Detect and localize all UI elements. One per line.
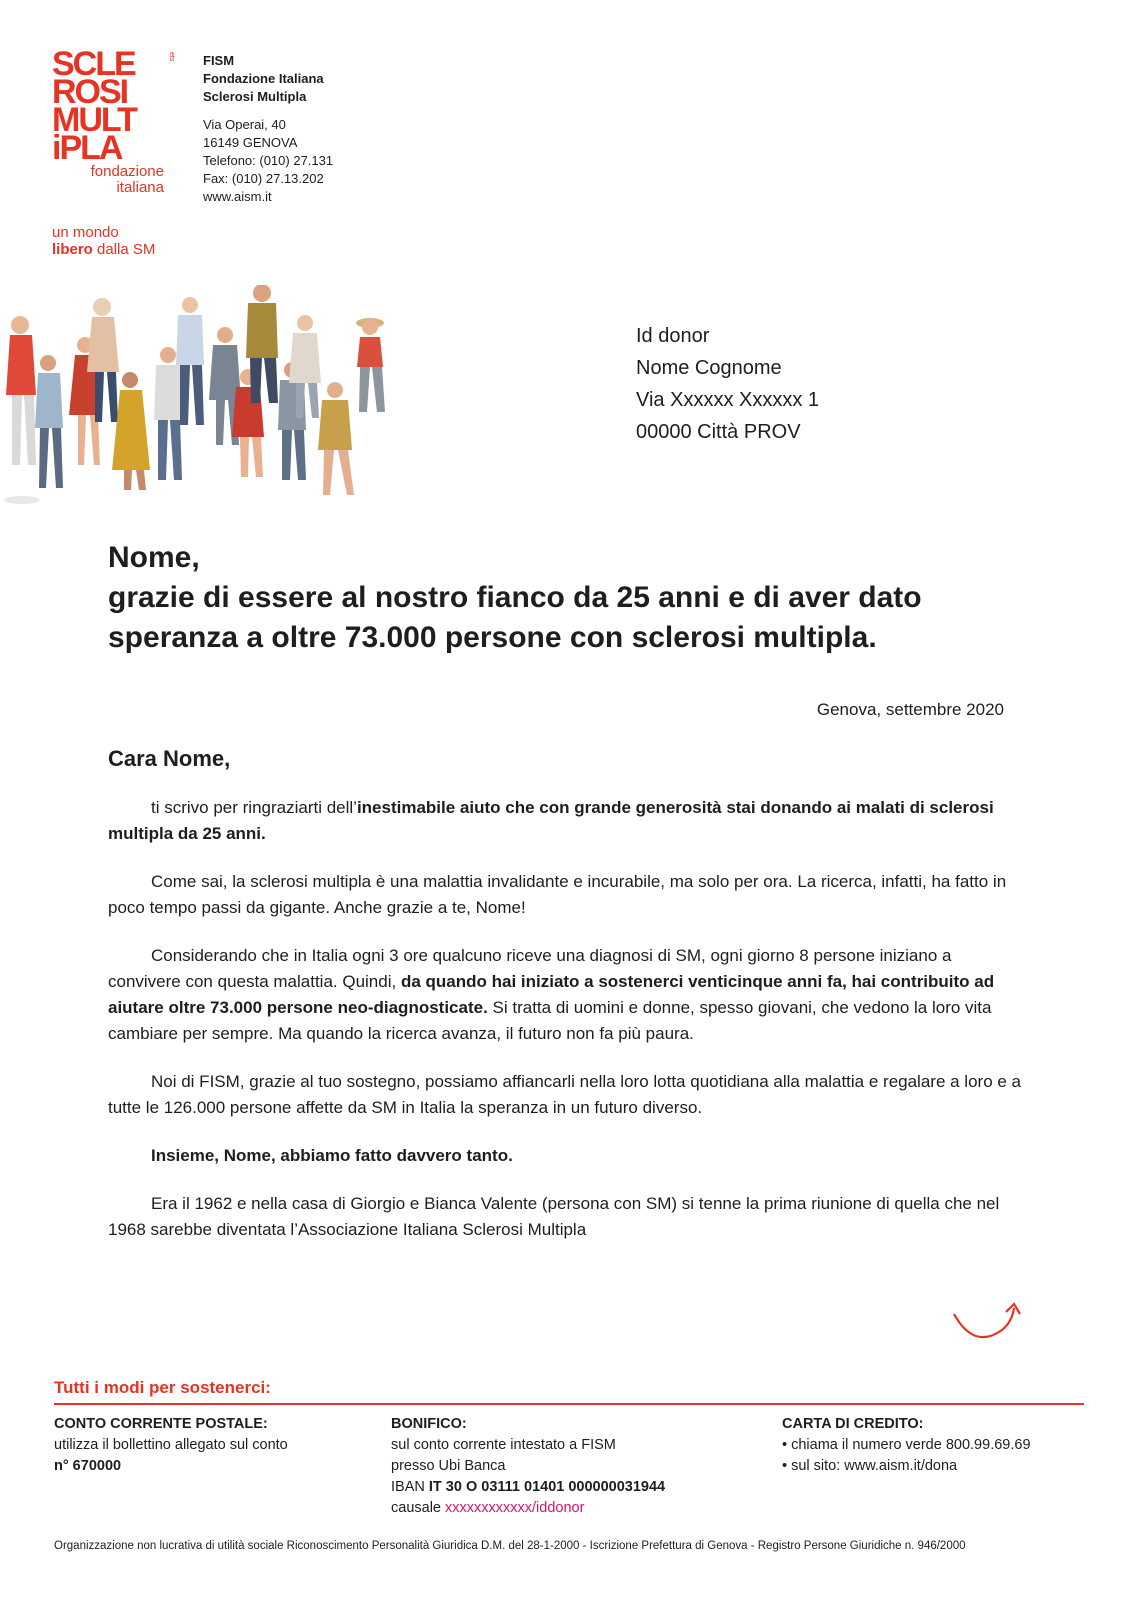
headline-line: grazie di essere al nostro fianco da 25 anni e di aver dato	[108, 581, 922, 614]
salutation: Cara Nome,	[108, 746, 231, 771]
person-figure	[356, 318, 385, 412]
paragraph-bold: da quando hai iniziato a sostenerci venticinque anni fa, hai contribuito ad aiutare oltre 73.000 persone neo-diagnosticate.	[108, 972, 995, 1017]
iban-value: IT 30 O 03111 01401 000000031944	[428, 1479, 666, 1495]
postal-line1: utilizza il bollettino allegato sul conto	[54, 1437, 288, 1453]
tagline-line1: un mondo	[52, 224, 119, 241]
logo-line: MULT	[52, 101, 136, 139]
person-figure	[154, 347, 182, 480]
bonifico-heading: BONIFICO:	[391, 1416, 467, 1432]
footer-postal	[54, 1414, 288, 1477]
logo-ets: ets	[168, 52, 175, 62]
recipient-street: Via Xxxxxx Xxxxxx 1	[636, 389, 820, 411]
org-info	[203, 52, 333, 206]
paragraph-bold: inestimabile aiuto che con grande generosità stai donando ai malati di sclerosi multipla da 25 anni.	[108, 798, 994, 843]
footer-divider	[54, 1403, 1084, 1405]
org-fax: Fax: (010) 27.13.202	[203, 171, 324, 186]
logo-line: SCLE	[52, 45, 135, 83]
person-figure	[4, 316, 40, 504]
paragraph-bold: Insieme, Nome, abbiamo fatto davvero tanto.	[151, 1146, 513, 1165]
paragraph	[108, 795, 1028, 847]
letter-body	[108, 795, 1028, 1265]
org-name-line1: Fondazione Italiana	[203, 71, 324, 86]
paragraph-text: ti scrivo per ringraziarti dell’	[151, 798, 357, 817]
person-figure	[246, 285, 278, 403]
headline-line: speranza a oltre 73.000 persone con sclerosi multipla.	[108, 621, 877, 654]
letter-headline	[108, 538, 1008, 658]
causale-value: xxxxxxxxxxxx/iddonor	[445, 1500, 585, 1516]
paragraph	[108, 1143, 1028, 1169]
postal-heading: CONTO CORRENTE POSTALE:	[54, 1416, 268, 1432]
paragraph-text: Considerando che in Italia ogni 3 ore qualcuno riceve una diagnosi di SM, ogni giorno 8 persone iniziano a convivere con questa malattia. Quindi,	[108, 946, 952, 991]
headline-line: Nome,	[108, 541, 200, 574]
logo-line: iPLA	[52, 129, 122, 167]
fism-logo	[52, 45, 182, 196]
org-address2: 16149 GENOVA	[203, 135, 298, 150]
footer-carta	[782, 1414, 1031, 1477]
legal-notice: Organizzazione non lucrativa di utilità sociale Riconoscimento Personalità Giuridica D.M. del 28-1-2000 - Iscrizione Prefettura di Genova - Registro Persone Giuridiche n. 946/2000	[54, 1540, 966, 1552]
person-figure	[35, 355, 63, 488]
recipient-name: Nome Cognome	[636, 357, 782, 379]
recipient-id: Id donor	[636, 325, 710, 347]
iban-label: IBAN	[391, 1479, 429, 1495]
footer-title: Tutti i modi per sostenerci:	[54, 1378, 271, 1397]
paragraph: Come sai, la sclerosi multipla è una malattia invalidante e incurabile, ma solo per ora. La ricerca, infatti, ha fatto in poco tempo passi da gigante. Anche grazie a te, Nome!	[108, 872, 1007, 917]
tagline	[52, 224, 155, 258]
tagline-line2	[52, 241, 155, 258]
tagline-bold: libero	[52, 241, 93, 258]
causale-label: causale	[391, 1500, 446, 1516]
tagline-rest: dalla SM	[92, 241, 156, 258]
org-phone: Telefono: (010) 27.131	[203, 153, 334, 168]
person-figure	[112, 372, 150, 490]
org-name-line2: Sclerosi Multipla	[203, 89, 307, 104]
logo-line: ROSI	[52, 73, 128, 111]
logo-sub-line: fondazione	[90, 163, 164, 180]
curved-arrow-icon	[950, 1300, 1028, 1350]
paragraph	[108, 943, 1028, 1047]
carta-line2[interactable]: • sul sito: www.aism.it/dona	[782, 1458, 958, 1474]
carta-line1: • chiama il numero verde 800.99.69.69	[782, 1437, 1031, 1453]
org-web[interactable]: www.aism.it	[203, 189, 272, 204]
postal-account: n° 670000	[54, 1458, 122, 1474]
letter-date: Genova, settembre 2020	[816, 700, 1004, 719]
paragraph-text: Si tratta di uomini e donne, spesso giovani, che vedono la loro vita cambiare per sempre. Ma quando la ricerca avanza, il futuro non fa più paura.	[108, 998, 992, 1043]
logo-sub-line: italiana	[116, 179, 164, 196]
bonifico-iban	[391, 1477, 665, 1498]
carta-heading: CARTA DI CREDITO:	[782, 1416, 924, 1432]
org-address1: Via Operai, 40	[203, 117, 286, 132]
recipient-city: 00000 Città PROV	[636, 421, 801, 443]
crowd-illustration	[0, 285, 400, 515]
org-acronym: FISM	[203, 53, 235, 68]
logo-subtitle	[52, 164, 164, 196]
bonifico-causale	[391, 1498, 665, 1519]
bonifico-line2: presso Ubi Banca	[391, 1458, 506, 1474]
person-figure	[318, 382, 354, 495]
paragraph: Era il 1962 e nella casa di Giorgio e Bianca Valente (persona con SM) si tenne la prima riunione di quella che nel 1968 sarebbe diventata l’Associazione Italiana Sclerosi Multipla	[108, 1194, 1000, 1239]
footer-bonifico	[391, 1414, 665, 1519]
recipient-address	[636, 320, 819, 448]
paragraph: Noi di FISM, grazie al tuo sostegno, possiamo affiancarli nella loro lotta quotidiana alla malattia e regalare a loro e a tutte le 126.000 persone affette da SM in Italia la speranza in un futuro diverso.	[108, 1072, 1022, 1117]
bonifico-line1: sul conto corrente intestato a FISM	[391, 1437, 616, 1453]
person-figure	[176, 297, 204, 425]
